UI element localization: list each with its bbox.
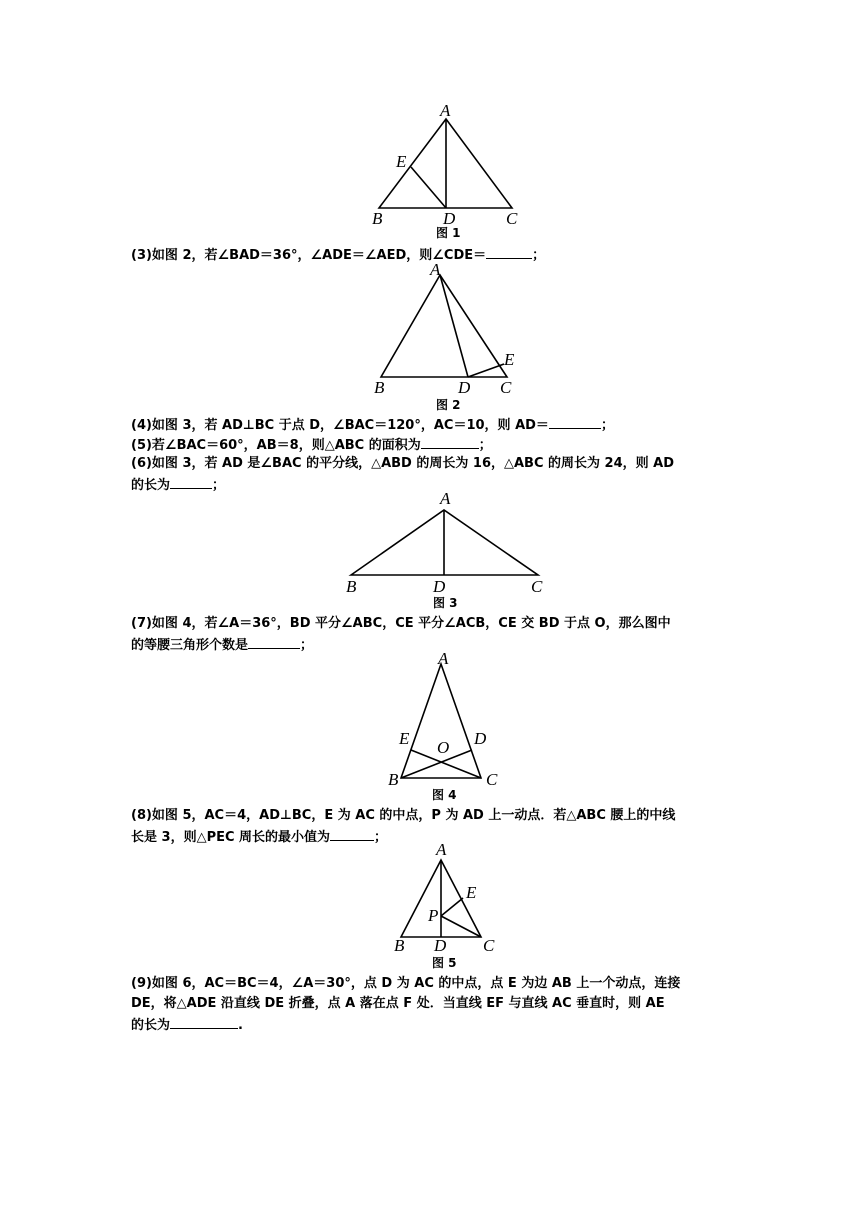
point-label-b: B <box>374 378 385 397</box>
figure-2 <box>370 262 530 414</box>
point-label-d: D <box>458 378 471 397</box>
question-9 <box>131 974 731 1036</box>
question-text: (8)如图 5，AC＝4，AD⊥BC，E 为 AC 的中点，P 为 AD 上一动点．若△ABC 腰上的中线 <box>131 808 676 823</box>
point-label-b: B <box>388 770 399 789</box>
figure-caption: 图 2 <box>436 398 461 412</box>
answer-blank[interactable] <box>248 634 300 649</box>
point-label-e: E <box>466 883 477 902</box>
point-label-a: A <box>436 840 447 859</box>
question-text: (4)如图 3，若 AD⊥BC 于点 D，∠BAC＝120°，AC＝10，则 AD＝ <box>131 418 549 433</box>
point-label-a: A <box>440 101 451 120</box>
figure-1 <box>370 100 530 240</box>
point-label-o: O <box>437 738 450 757</box>
question-end: ； <box>478 438 492 453</box>
answer-blank[interactable] <box>421 434 479 449</box>
figure-caption: 图 4 <box>432 788 457 802</box>
question-text: (7)如图 4，若∠A＝36°，BD 平分∠ABC，CE 平分∠ACB，CE 交 BD 于点 O，那么图中 <box>131 616 671 631</box>
figure-4 <box>380 648 510 806</box>
point-label-c: C <box>483 936 495 955</box>
answer-blank[interactable] <box>486 244 532 259</box>
question-end: ； <box>212 478 226 493</box>
point-label-b: B <box>394 936 405 955</box>
point-label-c: C <box>506 209 518 228</box>
figure-5 <box>380 840 510 974</box>
question-text: (3)如图 2，若∠BAD＝36°，∠ADE＝∠AED，则∠CDE＝ <box>131 248 487 263</box>
question-text: (6)如图 3，若 AD 是∠BAC 的平分线，△ABD 的周长为 16，△ABC 的周长为 24，则 AD <box>131 456 675 471</box>
answer-blank[interactable] <box>170 1014 238 1029</box>
question-text-cont: DE，将△ADE 沿直线 DE 折叠，点 A 落在点 F 处．当直线 EF 与直线 AC 垂直时，则 AE <box>131 996 665 1011</box>
point-label-d: D <box>433 577 446 596</box>
point-label-e: E <box>504 350 515 369</box>
question-text: (5)若∠BAC＝60°，AB＝8，则△ABC 的面积为 <box>131 438 421 453</box>
question-text-cont: 的长为 <box>131 478 171 493</box>
question-end: ； <box>300 638 314 653</box>
question-text-cont: 长是 3，则△PEC 周长的最小值为 <box>131 830 331 845</box>
point-label-p: P <box>428 906 439 925</box>
figure-caption: 图 3 <box>433 596 458 610</box>
point-label-e: E <box>396 152 407 171</box>
point-label-c: C <box>500 378 512 397</box>
point-label-b: B <box>372 209 383 228</box>
point-label-a: A <box>430 260 441 279</box>
point-label-b: B <box>346 577 357 596</box>
question-end: ； <box>532 248 546 263</box>
question-end: . <box>238 1018 243 1033</box>
answer-blank[interactable] <box>549 414 601 429</box>
question-text-cont: 的长为 <box>131 1018 171 1033</box>
question-text-cont: 的等腰三角形个数是 <box>131 638 249 653</box>
question-text: (9)如图 6，AC＝BC＝4，∠A＝30°，点 D 为 AC 的中点，点 E 为边 AB 上一个动点，连接 <box>131 976 681 991</box>
point-label-a: A <box>438 649 449 668</box>
point-label-d: D <box>443 209 456 228</box>
question-5 <box>131 434 731 456</box>
answer-blank[interactable] <box>330 826 374 841</box>
point-label-a: A <box>440 489 451 508</box>
point-label-c: C <box>486 770 498 789</box>
question-end: ； <box>600 418 614 433</box>
point-label-d: D <box>434 936 447 955</box>
answer-blank[interactable] <box>170 474 212 489</box>
question-4 <box>131 414 731 436</box>
question-end: ； <box>374 830 388 845</box>
point-label-c: C <box>531 577 543 596</box>
figure-caption: 图 1 <box>436 226 461 240</box>
figure-caption: 图 5 <box>432 956 457 970</box>
point-label-e: E <box>399 729 410 748</box>
figure-3 <box>340 488 550 614</box>
point-label-d: D <box>474 729 487 748</box>
